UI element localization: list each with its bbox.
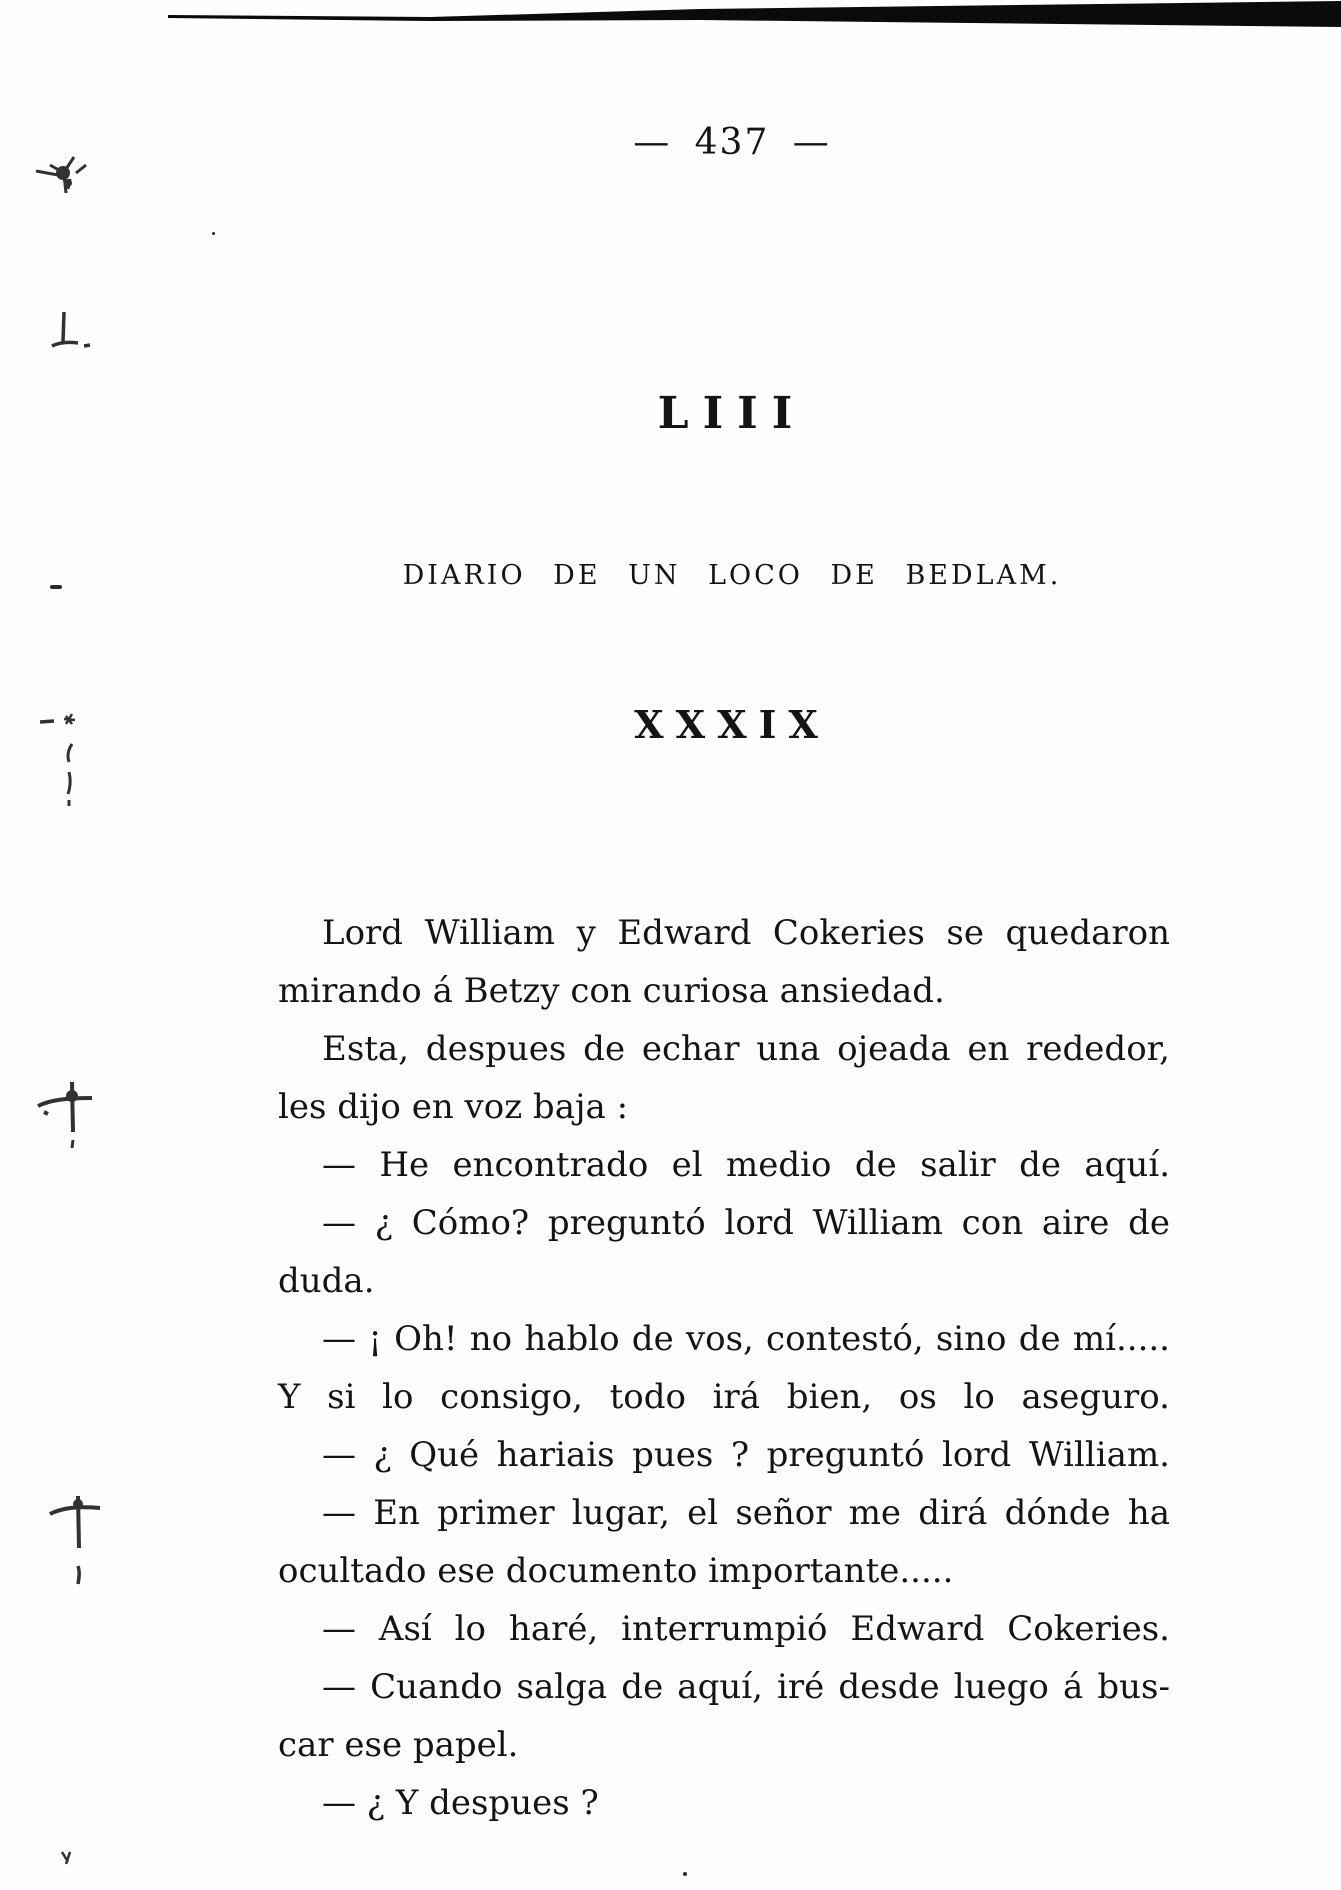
- text-line: — ¿ Y despues ?: [322, 1783, 599, 1823]
- text-line: — ¿ Cómo? preguntó lord William con aire de: [322, 1203, 1170, 1243]
- text-line: — En primer lugar, el señor me dirá dónde ha: [322, 1493, 1170, 1533]
- scan-edge-artifact: [0, 0, 1341, 40]
- text-line: Esta, despues de echar una ojeada en rededor,: [322, 1029, 1170, 1069]
- text-line: — He encontrado el medio de salir de aquí.: [322, 1145, 1170, 1185]
- margin-cross-mark: [36, 1080, 106, 1160]
- ink-speck: [212, 232, 215, 235]
- text-line: mirando á Betzy con curiosa ansiedad.: [278, 971, 945, 1011]
- text-line: — ¿ Qué hariais pues ? preguntó lord William.: [322, 1435, 1170, 1475]
- page-number: — 437 —: [633, 122, 831, 163]
- text-line: — ¡ Oh! no hablo de vos, contestó, sino de mí.....: [322, 1319, 1170, 1359]
- margin-cross-mark: [48, 1492, 118, 1592]
- ink-speck: [683, 1872, 687, 1876]
- chapter-heading: LIII: [657, 388, 807, 439]
- text-line: — Cuando salga de aquí, iré desde luego á bus-: [322, 1667, 1170, 1707]
- text-line: ocultado ese documento importante.....: [278, 1551, 954, 1591]
- margin-ink-blot: [30, 145, 110, 205]
- text-line: Y si lo consigo, todo irá bien, os lo aseguro.: [278, 1377, 1170, 1417]
- body-text: [278, 904, 1170, 1832]
- section-heading: XXXIX: [634, 702, 830, 747]
- ink-speck: [50, 585, 62, 589]
- margin-ink-speck: [58, 1848, 78, 1868]
- margin-ink-squiggle: [38, 710, 98, 810]
- text-line: duda.: [278, 1261, 375, 1301]
- chapter-subtitle: DIARIO DE UN LOCO DE BEDLAM.: [402, 560, 1062, 591]
- margin-ink-mark: [48, 310, 98, 355]
- text-line: Lord William y Edward Cokeries se quedaron: [322, 913, 1170, 953]
- text-line: les dijo en voz baja :: [278, 1087, 629, 1127]
- text-line: — Así lo haré, interrumpió Edward Cokeries.: [322, 1609, 1170, 1649]
- text-line: car ese papel.: [278, 1725, 519, 1765]
